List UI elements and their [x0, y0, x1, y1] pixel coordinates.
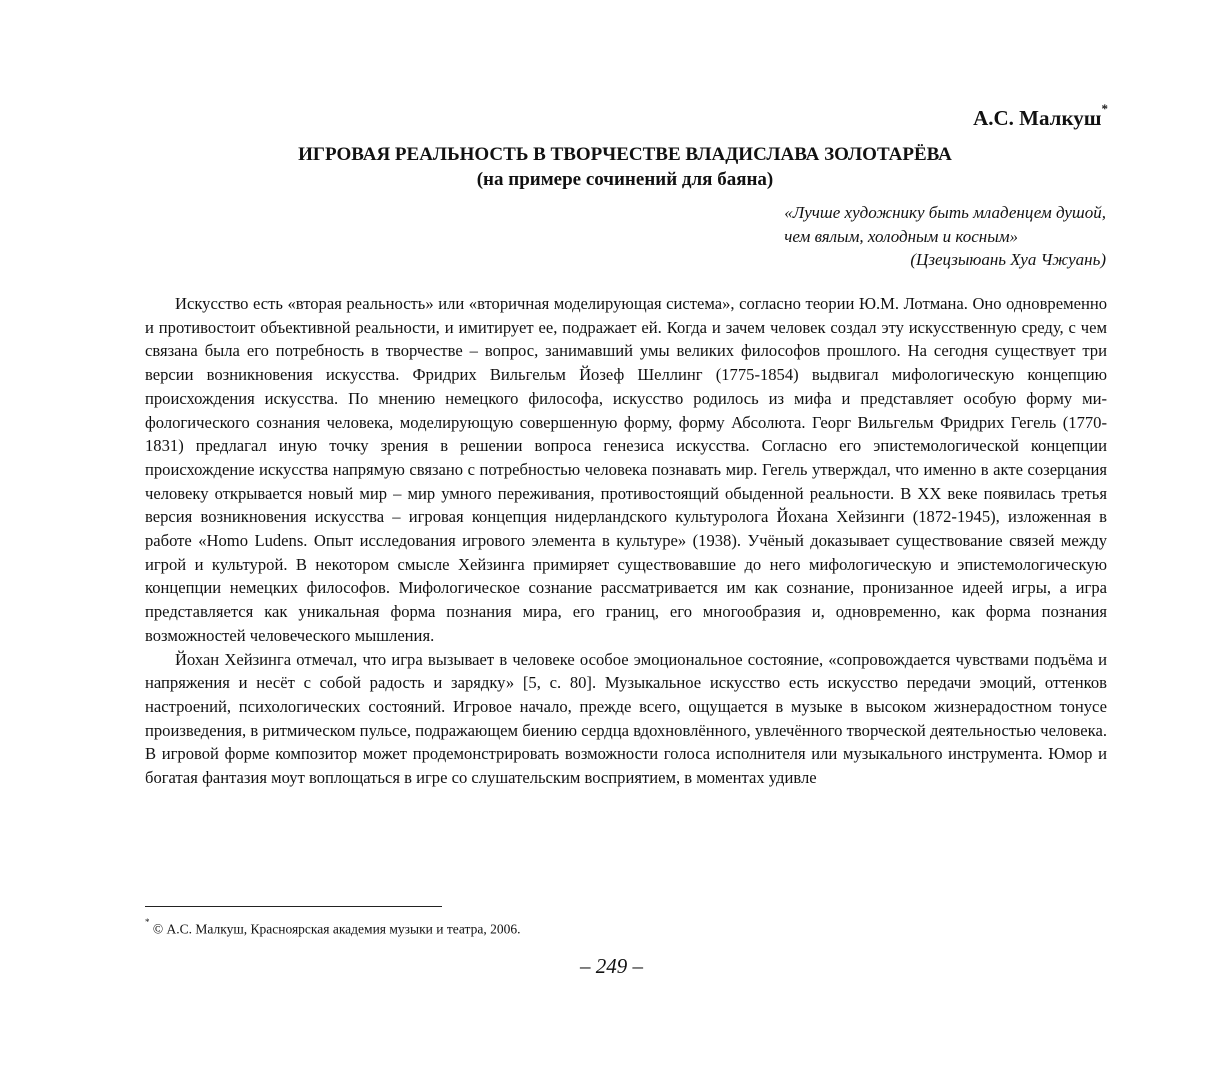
article-body [145, 292, 1107, 790]
article-title [145, 142, 1105, 192]
footnote [145, 916, 520, 939]
page-number: – 249 – [580, 954, 643, 978]
footnote-text: © А.С. Малкуш, Красноярская академия музыки и театра, 2006. [152, 921, 521, 937]
footnote-mark: * [145, 917, 150, 927]
epigraph-line-1: «Лучше художнику быть младенцем душой, [784, 203, 1106, 222]
paragraph-1: Искусство есть «вторая реальность» или «вторичная моделирующая система», согласно теории Ю.М. Лотмана. Оно одновременно и противостоит объективной реальности, и имитирует ее, подражает ей. Когда и зачем человек создал эту искусственную среду, с чем связана была его потребность в творчестве – вопрос, занимавший умы великих философов прошлого. На сегодня существует три версии возникновения искусства. Фридрих Вильгельм Йозеф Шеллинг (1775-1854) выдвигал мифологическую концепцию происхождения искусства. По мнению немецкого философа, искусство родилось из мифа и представляет особую форму мифологического сознания человека, моделирующую совершенную форму, форму Абсолюта. Георг Вильгельм Фридрих Гегель (1770-1831) предлагал иную точку зрения в решении вопроса генезиса искусства. Согласно его эпистемологической концепции происхождение искусства напрямую связано с потребностью человека познавать мир. Гегель утверждал, что именно в акте созерцания человеку открывается новый мир – мир умного переживания, противостоящий обыденной реальности. В XX веке появилась третья версия возникновения искусства – игровая концепция нидерландского культуролога Йохана Хейзинги (1872-1945), изложенная в работе «Homo Ludens. Опыт исследования игрового элемента в культуре» (1938). Учёный доказывает существование связей между игрой и культурой. В некотором смысле Хейзинга примиряет существовавшие до него мифологическую и эпистемологическую концепции немецких философов. Мифологическое сознание рассматривается им как сознание, пронизанное идеей игры, а игра представляется как уникальная форма познания мира, его границ, его многообразия и, одновременно, как форма познания возможностей человеческого мышления. [145, 294, 1107, 645]
article-title-main: ИГРОВАЯ РЕАЛЬНОСТЬ В ТВОРЧЕСТВЕ ВЛАДИСЛАВА ЗОЛОТАРЁВА [298, 144, 952, 165]
article-subtitle: (на примере сочинений для баяна) [476, 169, 774, 190]
footnote-separator [145, 906, 442, 907]
epigraph-line-2: чем вялым, холодным и косным» [784, 226, 1019, 246]
epigraph [784, 201, 1106, 272]
footnote-marker: * [1101, 101, 1108, 116]
author-name [973, 101, 1108, 130]
author-name-text: А.С. Малкуш [973, 106, 1102, 130]
paragraph-2: Йохан Хейзинга отмечал, что игра вызывает в человеке особое эмоциональное состояние, «сопровождается чувствами подъёма и напряжения и несёт с собой радость и зарядку» [5, с. 80]. Музыкальное искусство есть искусство передачи эмоций, оттенков настроений, психологических состояний. Игровое начало, прежде всего, ощущается в музыке в высоком жизнерадостном тонусе произведения, в ритмическом пульсе, подражающем биению сердца вдохновлённого, увлечённого творческой деятельностью человека. В игровой форме композитор может продемонстрировать возможности голоса исполнителя или музыкального инструмента. Юмор и богатая фантазия моут воплощаться в игре со слушательским восприятием, в моментах удивле [145, 649, 1107, 788]
epigraph-source: (Цзецзыюань Хуа Чжуань) [910, 250, 1106, 269]
